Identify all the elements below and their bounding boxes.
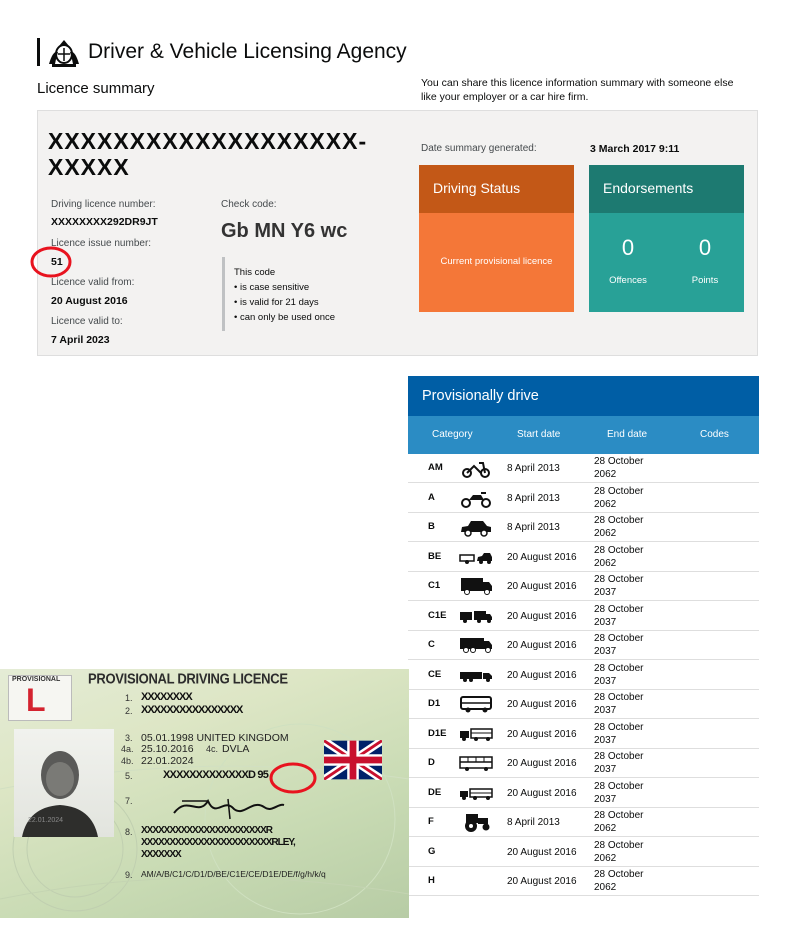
- holder-name-redacted: XXXXXXXXXXXXXXXXXXX-XXXXX: [48, 128, 368, 180]
- licence-card-image: [0, 669, 409, 918]
- minibus-icon: [459, 694, 493, 714]
- table-row: [408, 631, 759, 660]
- photo-date-stamp: 22.01.2024: [28, 817, 64, 824]
- row-end-date-year: 2037: [594, 646, 617, 657]
- row-start-date: 8 April 2013: [507, 817, 560, 828]
- field-expiry-date: 22.01.2024: [141, 755, 194, 767]
- row-end-date-year: 2062: [594, 823, 617, 834]
- code-notes: [234, 265, 335, 325]
- row-end-date-year: 2037: [594, 616, 617, 628]
- row-start-date: 20 August 2016: [507, 669, 577, 681]
- field-4c-num: 4c.: [206, 744, 219, 754]
- row-end-date: [594, 691, 654, 717]
- table-row: [408, 720, 759, 749]
- table-row: [408, 602, 759, 631]
- field-9-num: 9.: [125, 870, 133, 880]
- row-end-date-year: 2037: [594, 705, 617, 716]
- table-row: [408, 749, 759, 778]
- row-start-date: 20 August 2016: [507, 876, 577, 887]
- table-row: [408, 779, 759, 808]
- date-generated-label: Date summary generated:: [421, 143, 537, 154]
- row-start-date: 8 April 2013: [507, 492, 560, 504]
- offences-count: 0: [621, 235, 635, 260]
- field-7-num: 7.: [125, 796, 133, 806]
- row-end-date: [594, 780, 654, 806]
- driving-status-title: Driving Status: [433, 180, 521, 196]
- field-3-num: 3.: [125, 733, 133, 743]
- row-end-date-day: 28 October: [594, 662, 644, 674]
- row-end-date: [594, 839, 654, 865]
- header-divider: [37, 38, 40, 66]
- row-end-date-day: 28 October: [594, 721, 644, 733]
- field-surname-redacted: XXXXXXXX: [141, 691, 192, 703]
- row-end-date-year: 2062: [594, 882, 617, 893]
- column-header-end-date: End date: [607, 429, 648, 440]
- row-start-date: 8 April 2013: [507, 463, 560, 474]
- field-5-num: 5.: [125, 771, 133, 781]
- row-end-date-day: 28 October: [594, 810, 644, 821]
- table-row: [408, 867, 759, 896]
- licence-number-label: Driving licence number:: [51, 199, 156, 210]
- row-end-date-year: 2062: [594, 498, 617, 510]
- check-code-label: Check code:: [221, 199, 277, 210]
- row-end-date: [594, 603, 654, 629]
- row-start-date: 20 August 2016: [507, 551, 577, 563]
- code-note: • is valid for 21 days: [234, 295, 335, 310]
- row-end-date-year: 2062: [594, 557, 617, 569]
- column-header-codes: Codes: [700, 429, 729, 440]
- endorsements-title: Endorsements: [603, 180, 694, 196]
- medium-lorry-icon: [459, 576, 493, 596]
- row-end-date-day: 28 October: [594, 456, 644, 467]
- column-header-category: Category: [432, 429, 473, 440]
- motorcycle-icon: [459, 488, 493, 508]
- row-start-date: 20 August 2016: [507, 640, 577, 651]
- table-row: [408, 513, 759, 542]
- row-start-date: 20 August 2016: [507, 787, 577, 799]
- field-address-line-3: XXXXXXX: [141, 849, 181, 860]
- row-start-date: 20 August 2016: [507, 581, 577, 592]
- points-count: 0: [698, 235, 712, 260]
- union-flag-icon: [324, 740, 382, 780]
- medium-lorry-trailer-icon: [459, 606, 493, 626]
- field-2-num: 2.: [125, 706, 133, 716]
- articulated-lorry-icon: [459, 665, 493, 685]
- tractor-icon: [459, 812, 493, 832]
- provisional-title: Provisionally drive: [422, 388, 539, 404]
- row-end-date: [594, 514, 654, 540]
- row-category: G: [428, 845, 436, 857]
- row-category: D: [428, 757, 435, 768]
- highlight-circle: [29, 245, 73, 279]
- row-start-date: 20 August 2016: [507, 610, 577, 622]
- moped-icon: [459, 458, 493, 478]
- column-header-start-date: Start date: [517, 429, 561, 440]
- row-end-date-year: 2062: [594, 528, 617, 539]
- licence-number-value: XXXXXXXX292DR9JT: [51, 216, 158, 228]
- table-row: [408, 690, 759, 719]
- row-end-date-day: 28 October: [594, 544, 644, 556]
- field-1-num: 1.: [125, 693, 133, 703]
- valid-to-value: 7 April 2023: [51, 334, 110, 346]
- row-end-date-day: 28 October: [594, 633, 644, 644]
- offences-label: Offences: [609, 275, 647, 286]
- field-birth: 05.01.1998 UNITED KINGDOM: [141, 732, 289, 744]
- field-categories: AM/A/B/C1/C/D1/D/BE/C1E/CE/D1E/DE/f/g/h/k/q: [141, 869, 326, 879]
- row-end-date-day: 28 October: [594, 692, 644, 703]
- row-category: C: [428, 639, 435, 650]
- minibus-trailer-icon: [459, 724, 493, 744]
- row-category: C1: [428, 580, 441, 591]
- row-category: H: [428, 875, 435, 886]
- row-end-date-year: 2037: [594, 734, 617, 746]
- code-note: • can only be used once: [234, 310, 335, 325]
- row-category: AM: [428, 462, 443, 473]
- row-start-date: 8 April 2013: [507, 522, 560, 533]
- field-address-line-1: XXXXXXXXXXXXXXXXXXXXXXR: [141, 825, 272, 836]
- field-issue-date: 25.10.2016: [141, 743, 194, 755]
- car-icon: [459, 517, 493, 537]
- table-row: [408, 454, 759, 483]
- field-forenames-redacted: XXXXXXXXXXXXXXXX: [141, 704, 243, 716]
- row-end-date-day: 28 October: [594, 780, 644, 792]
- row-end-date: [594, 544, 654, 570]
- royal-crest-icon: [47, 38, 81, 68]
- row-category: D1E: [428, 727, 447, 739]
- lorry-icon: [459, 635, 493, 655]
- row-category: A: [428, 491, 435, 503]
- table-row: [408, 484, 759, 513]
- row-category: DE: [428, 786, 442, 798]
- table-row: [408, 808, 759, 837]
- row-end-date: [594, 573, 654, 599]
- table-row: [408, 543, 759, 572]
- row-end-date-day: 28 October: [594, 574, 644, 585]
- code-intro: This code: [234, 267, 276, 278]
- valid-from-label: Licence valid from:: [51, 277, 135, 288]
- row-category: C1E: [428, 609, 447, 621]
- field-8-num: 8.: [125, 827, 133, 837]
- bus-trailer-icon: [459, 783, 493, 803]
- row-end-date-day: 28 October: [594, 751, 644, 762]
- code-note: • is case sensitive: [234, 280, 335, 295]
- row-end-date: [594, 868, 654, 894]
- provisional-badge-text: PROVISIONAL: [12, 676, 61, 683]
- l-plate-icon: L: [26, 682, 46, 718]
- row-end-date-day: 28 October: [594, 869, 644, 880]
- field-4b-num: 4b.: [121, 756, 134, 766]
- page-title: Licence summary: [37, 80, 155, 97]
- row-end-date-day: 28 October: [594, 839, 644, 851]
- row-end-date-day: 28 October: [594, 485, 644, 497]
- row-category: D1: [428, 698, 441, 709]
- row-start-date: 20 August 2016: [507, 758, 577, 769]
- row-end-date: [594, 662, 654, 688]
- row-start-date: 20 August 2016: [507, 699, 577, 710]
- row-start-date: 20 August 2016: [507, 728, 577, 740]
- car-trailer-icon: [459, 547, 493, 567]
- row-category: BE: [428, 550, 442, 562]
- issue-number-label: Licence issue number:: [51, 238, 152, 249]
- row-end-date-year: 2037: [594, 587, 617, 598]
- row-end-date-year: 2062: [594, 469, 617, 480]
- driving-status-value: Current provisional licence: [440, 256, 553, 267]
- bus-icon: [459, 753, 493, 773]
- signature-image: [168, 789, 288, 823]
- field-authority: DVLA: [222, 743, 250, 755]
- field-address-line-2: XXXXXXXXXXXXXXXXXXXXXXXRLEY,: [141, 837, 295, 848]
- row-end-date: [594, 809, 654, 835]
- row-end-date-year: 2062: [594, 852, 617, 864]
- field-4a-num: 4a.: [121, 744, 134, 754]
- share-info-text: You can share this licence information summary with someone else like your employer or a car hire firm.: [421, 77, 734, 103]
- valid-from-value: 20 August 2016: [51, 295, 128, 307]
- field-licence-number: XXXXXXXXXXXXXD 95: [163, 769, 269, 781]
- valid-to-label: Licence valid to:: [51, 316, 123, 327]
- agency-name: Driver & Vehicle Licensing Agency: [88, 40, 407, 63]
- row-end-date-day: 28 October: [594, 603, 644, 615]
- row-end-date: [594, 455, 654, 481]
- points-label: Points: [691, 275, 719, 286]
- row-end-date: [594, 721, 654, 747]
- row-category: F: [428, 816, 434, 827]
- check-code-value: Gb MN Y6 wc: [221, 220, 348, 242]
- licence-title: PROVISIONAL DRIVING LICENCE: [88, 670, 288, 687]
- table-row: [408, 572, 759, 601]
- issue-number-value: 51: [51, 256, 63, 268]
- row-end-date-year: 2037: [594, 793, 617, 805]
- row-end-date: [594, 485, 654, 511]
- code-notes-bar: [222, 257, 225, 331]
- table-row: [408, 838, 759, 867]
- row-start-date: 20 August 2016: [507, 846, 577, 858]
- date-generated-value: 3 March 2017 9:11: [590, 143, 680, 155]
- table-row: [408, 661, 759, 690]
- row-end-date: [594, 750, 654, 776]
- row-end-date-year: 2037: [594, 764, 617, 775]
- row-category: B: [428, 521, 435, 532]
- row-end-date-day: 28 October: [594, 515, 644, 526]
- row-end-date: [594, 632, 654, 658]
- row-end-date-year: 2037: [594, 675, 617, 687]
- row-category: CE: [428, 668, 442, 680]
- holder-photo: [14, 729, 114, 837]
